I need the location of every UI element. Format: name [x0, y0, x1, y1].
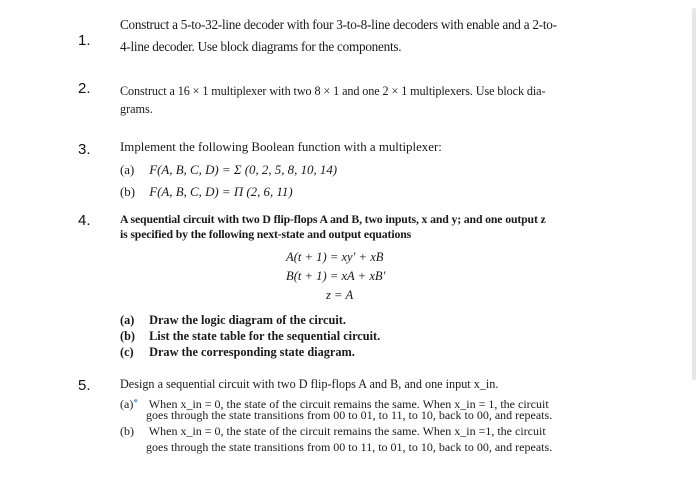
- problem-number: 5.: [78, 377, 91, 394]
- problem-number: 4.: [78, 212, 91, 229]
- annotation-dot-icon: ●: [133, 396, 139, 405]
- part-a: [120, 313, 346, 329]
- part-text: Draw the corresponding state diagram.: [149, 345, 355, 359]
- part-label: (b): [120, 185, 136, 199]
- problem-number: 3.: [78, 141, 91, 158]
- scrollbar[interactable]: [692, 8, 696, 380]
- part-label: (b): [120, 329, 136, 343]
- boolean-function: F(A, B, C, D) = Π (2, 6, 11): [149, 185, 293, 199]
- part-text-line: goes through the state transitions from 00 to 01, to 11, to 10, back to 00, and repeats.: [146, 408, 553, 422]
- problem-text-line: Construct a 16 × 1 multiplexer with two 8 × 1 and one 2 × 1 multiplexers. Use block dia-: [120, 84, 546, 98]
- part-b: [120, 329, 380, 345]
- part-c: [120, 345, 355, 361]
- part-text: Draw the logic diagram of the circuit.: [149, 313, 346, 327]
- part-label: (a): [120, 313, 135, 327]
- problem-number: 1.: [78, 32, 91, 49]
- problem-text-line: grams.: [120, 102, 153, 116]
- part-text-line: goes through the state transitions from 00 to 11, to 01, to 10, back to 00, and repeats.: [146, 440, 553, 454]
- problem-intro: Design a sequential circuit with two D flip-flops A and B, and one input x_in.: [120, 377, 499, 391]
- problem-number: 2.: [78, 80, 91, 97]
- problem-text-line: Construct a 5-to-32-line decoder with four 3-to-8-line decoders with enable and a 2-to-: [120, 17, 557, 32]
- part-text-line: When x_in = 0, the state of the circuit remains the same. When x_in =1, the circuit: [148, 424, 546, 438]
- part-text: List the state table for the sequential circuit.: [149, 329, 381, 343]
- problem-text-line: 4-line decoder. Use block diagrams for the components.: [120, 39, 402, 54]
- part-text-line: When x_in = 0, the state of the circuit remains the same. When x_in = 1, the circuit: [148, 397, 549, 411]
- boolean-function: F(A, B, C, D) = Σ (0, 2, 5, 8, 10, 14): [149, 163, 338, 177]
- part-label: (a)●: [120, 396, 139, 411]
- problem-text-line: A sequential circuit with two D flip-flops A and B, two inputs, x and y; and one output z: [120, 212, 546, 226]
- part-label: (a): [120, 163, 135, 177]
- part-label: (b): [120, 424, 134, 438]
- equation-z: z = A: [326, 288, 354, 302]
- problem-intro: Implement the following Boolean function with a multiplexer:: [120, 140, 442, 154]
- problem-text-line: is specified by the following next-state and output equations: [120, 227, 412, 241]
- part-b: [120, 185, 293, 201]
- part-label: (c): [120, 345, 134, 359]
- part-a: [120, 163, 337, 179]
- equation-b: B(t + 1) = xA + xB′: [286, 269, 386, 283]
- part-b: [120, 424, 546, 440]
- equation-a: A(t + 1) = xy′ + xB: [286, 250, 384, 264]
